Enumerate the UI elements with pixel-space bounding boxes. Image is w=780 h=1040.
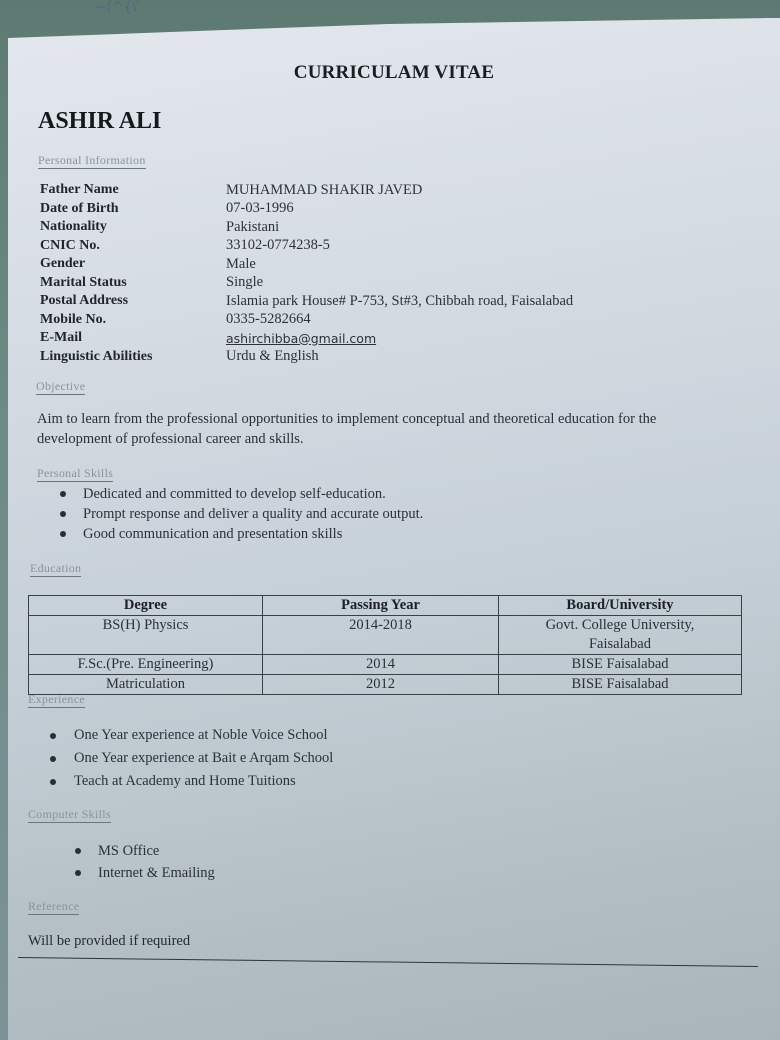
personal-skills-list	[60, 484, 423, 544]
bullet-icon	[50, 733, 56, 739]
info-value: MUHAMMAD SHAKIR JAVED	[226, 181, 423, 198]
cell-board: BISE Faisalabad	[499, 675, 742, 695]
list-item-text: Internet & Emailing	[98, 864, 215, 881]
bullet-icon	[50, 756, 56, 762]
info-value: 07-03-1996	[226, 200, 294, 217]
info-row-email	[40, 329, 573, 348]
list-item	[60, 504, 423, 524]
personal-info-table	[40, 181, 573, 366]
list-item-text: Good communication and presentation skills	[83, 525, 343, 542]
info-label: Linguistic Abilities	[40, 348, 153, 364]
info-label: Postal Address	[40, 293, 129, 309]
info-label: Gender	[40, 256, 86, 272]
info-row-postal-address	[40, 292, 573, 311]
column-header-board-university: Board/University	[499, 596, 742, 616]
info-label: Nationality	[40, 219, 107, 235]
info-label: Mobile No.	[40, 311, 107, 327]
list-item	[50, 770, 333, 793]
info-row-linguistic-abilities	[40, 348, 573, 367]
info-value: Male	[226, 255, 256, 272]
bullet-icon	[75, 870, 81, 876]
experience-list	[50, 724, 333, 793]
cell-board-line: Faisalabad	[588, 636, 651, 652]
info-value: Urdu & English	[226, 348, 319, 365]
info-row-father-name	[40, 181, 573, 200]
list-item-text: Teach at Academy and Home Tuitions	[74, 773, 296, 789]
cell-year: 2014	[263, 655, 499, 675]
info-row-date-of-birth	[40, 200, 573, 219]
bullet-icon	[60, 491, 66, 497]
section-heading-education: Education	[30, 561, 82, 575]
list-item-text: Prompt response and deliver a quality and accurate output.	[83, 505, 424, 522]
column-header-degree: Degree	[29, 596, 263, 616]
cell-degree: Matriculation	[29, 675, 263, 695]
table-row	[29, 675, 742, 695]
info-label: Marital Status	[40, 274, 127, 290]
reference-text: Will be provided if required	[28, 933, 191, 949]
applicant-name: ASHIR ALI	[38, 108, 162, 134]
section-heading-reference: Reference	[28, 899, 80, 913]
info-value: Single	[226, 274, 264, 291]
table-row	[29, 616, 742, 655]
list-item	[60, 524, 423, 544]
table-header-row	[29, 596, 742, 616]
list-item-text: One Year experience at Bait e Arqam School	[74, 750, 334, 766]
table-row	[29, 655, 742, 675]
objective-text: Aim to learn from the professional opportunities to implement conceptual and theoretical education for the development of professional career and skills.	[37, 411, 657, 447]
cell-board: BISE Faisalabad	[499, 655, 742, 675]
list-item	[75, 862, 215, 884]
document-title: CURRICULAM VITAE	[293, 62, 495, 83]
bullet-icon	[60, 511, 66, 517]
info-value: Pakistani	[226, 218, 280, 235]
cell-board	[499, 616, 742, 655]
list-item	[60, 484, 423, 504]
section-heading-experience: Experience	[28, 692, 85, 706]
bullet-icon	[60, 531, 66, 537]
section-heading-personal-skills: Personal Skills	[37, 466, 114, 480]
info-label: Date of Birth	[40, 200, 119, 216]
cell-board-line: Govt. College University,	[545, 617, 695, 633]
info-row-nationality	[40, 218, 573, 237]
list-item	[50, 747, 333, 770]
cell-year: 2012	[263, 675, 499, 695]
email-link[interactable]: ashirchibba@gmail.com	[226, 330, 377, 346]
info-label: E-Mail	[40, 330, 82, 346]
section-heading-computer-skills: Computer Skills	[28, 807, 111, 821]
column-header-passing-year: Passing Year	[263, 596, 499, 616]
list-item	[50, 724, 333, 747]
info-label: Father Name	[40, 182, 119, 198]
info-label: CNIC No.	[40, 237, 100, 253]
section-heading-personal-information: Personal Information	[38, 153, 146, 167]
list-item	[75, 840, 215, 862]
info-row-cnic	[40, 237, 573, 256]
list-item-text: MS Office	[98, 842, 160, 859]
list-item-text: One Year experience at Noble Voice School	[74, 727, 328, 743]
info-row-marital-status	[40, 274, 573, 293]
cell-degree: F.Sc.(Pre. Engineering)	[29, 655, 263, 675]
bullet-icon	[75, 848, 81, 854]
cell-year: 2014-2018	[263, 616, 499, 655]
info-value: 33102-0774238-5	[226, 237, 330, 254]
cell-degree: BS(H) Physics	[29, 616, 263, 655]
section-heading-objective: Objective	[36, 379, 86, 393]
education-table	[28, 595, 742, 695]
info-row-gender	[40, 255, 573, 274]
info-value: 0335-5282664	[226, 311, 311, 328]
list-item-text: Dedicated and committed to develop self-education.	[83, 485, 386, 502]
handwritten-mark: ~ſ^{\ ̄	[95, 0, 142, 16]
bullet-icon	[50, 779, 56, 785]
info-value: Islamia park House# P-753, St#3, Chibbah road, Faisalabad	[226, 292, 574, 309]
info-row-mobile	[40, 311, 573, 330]
computer-skills-list	[75, 840, 215, 884]
